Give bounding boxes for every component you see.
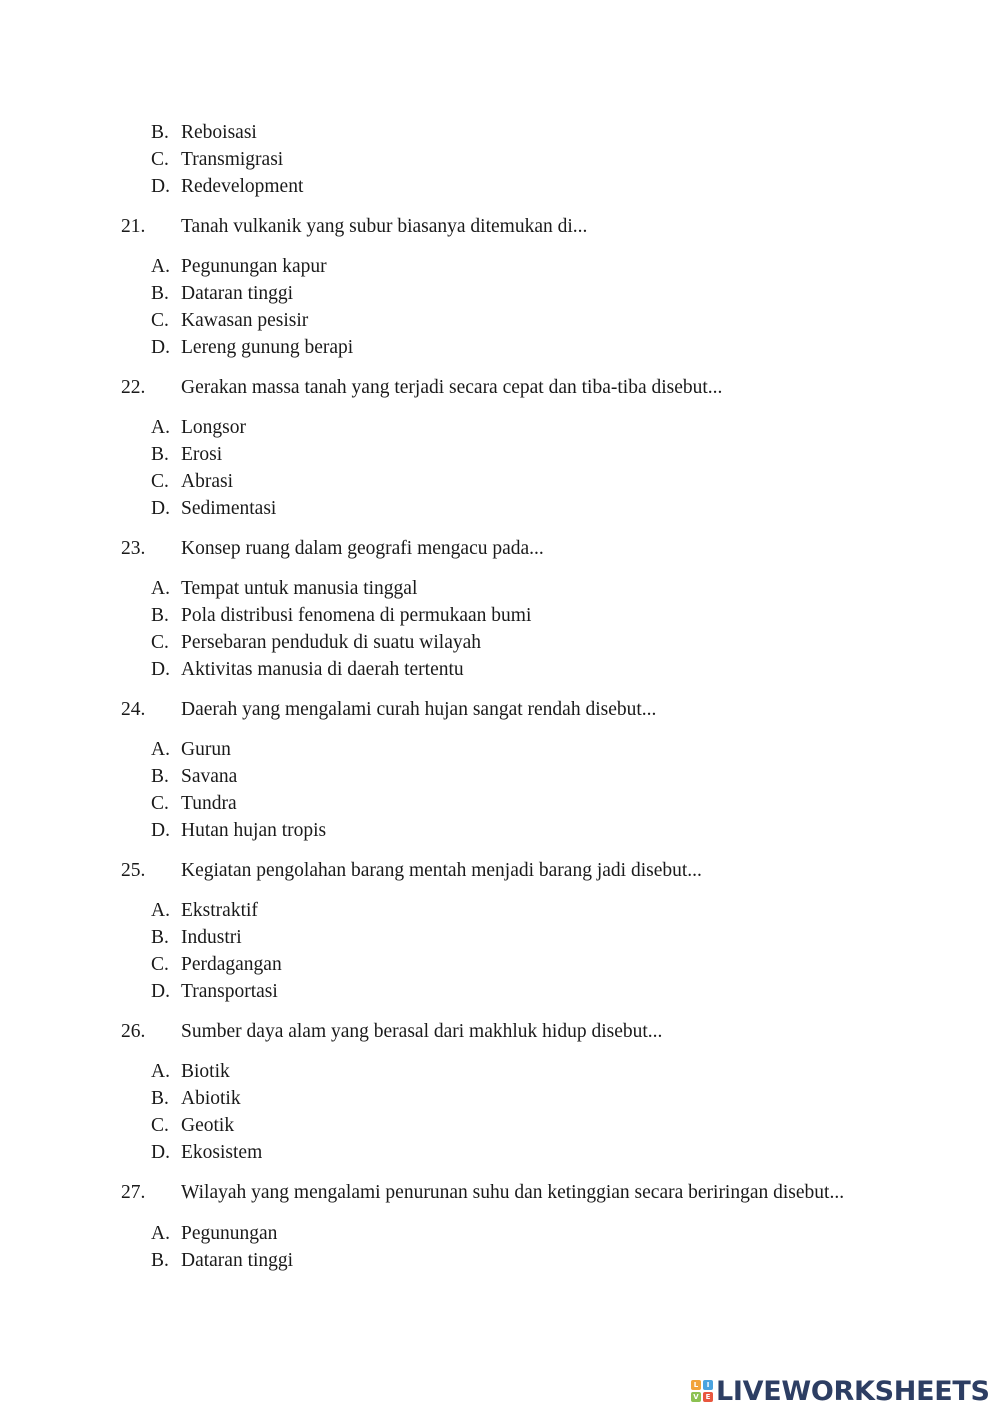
option-text: Hutan hujan tropis xyxy=(181,820,327,841)
option-text: Pegunungan kapur xyxy=(181,256,327,277)
option-text: Redevelopment xyxy=(181,176,304,197)
option-letter: C. xyxy=(151,471,169,492)
question-number: 22. xyxy=(121,377,146,398)
option-text: Dataran tinggi xyxy=(181,283,294,304)
option-letter: C. xyxy=(151,632,169,653)
option-text: Longsor xyxy=(181,417,246,438)
question-text: Gerakan massa tanah yang terjadi secara cepat dan tiba-tiba disebut... xyxy=(181,377,723,398)
option-letter: A. xyxy=(151,739,170,760)
option-letter: C. xyxy=(151,310,169,331)
option-letter: D. xyxy=(151,337,170,358)
option-text: Abiotik xyxy=(181,1088,241,1109)
question-number: 23. xyxy=(121,538,146,559)
option-letter: B. xyxy=(151,766,169,787)
question-number: 21. xyxy=(121,216,146,237)
option-letter: A. xyxy=(151,417,170,438)
option-text: Aktivitas manusia di daerah tertentu xyxy=(181,659,464,680)
option-text: Transmigrasi xyxy=(181,149,284,170)
option-text: Dataran tinggi xyxy=(181,1250,294,1271)
option-letter: C. xyxy=(151,793,169,814)
option-text: Reboisasi xyxy=(181,122,257,143)
liveworksheets-mark-icon xyxy=(691,1380,713,1402)
option-letter: D. xyxy=(151,1142,170,1163)
question-text: Kegiatan pengolahan barang mentah menjadi barang jadi disebut... xyxy=(181,860,702,881)
option-text: Tundra xyxy=(181,793,237,814)
option-text: Pegunungan xyxy=(181,1223,278,1244)
option-letter: D. xyxy=(151,981,170,1002)
option-letter: B. xyxy=(151,283,169,304)
option-text: Kawasan pesisir xyxy=(181,310,309,331)
option-letter: D. xyxy=(151,659,170,680)
logo-wordmark: LIVEWORKSHEETS xyxy=(716,1375,990,1407)
option-text: Gurun xyxy=(181,739,231,760)
option-text: Transportasi xyxy=(181,981,278,1002)
option-text: Perdagangan xyxy=(181,954,282,975)
option-letter: C. xyxy=(151,954,169,975)
logo-tile-v: V xyxy=(691,1392,701,1402)
option-text: Pola distribusi fenomena di permukaan bumi xyxy=(181,605,532,626)
option-letter: A. xyxy=(151,256,170,277)
question-number: 24. xyxy=(121,699,146,720)
liveworksheets-logo xyxy=(691,1374,990,1408)
option-letter: D. xyxy=(151,176,170,197)
question-number: 25. xyxy=(121,860,146,881)
option-letter: B. xyxy=(151,122,169,143)
logo-tile-l: L xyxy=(691,1380,701,1390)
question-text: Daerah yang mengalami curah hujan sangat rendah disebut... xyxy=(181,699,657,720)
option-text: Sedimentasi xyxy=(181,498,277,519)
option-letter: A. xyxy=(151,578,170,599)
option-letter: B. xyxy=(151,1250,169,1271)
question-number: 27. xyxy=(121,1182,146,1203)
option-letter: B. xyxy=(151,605,169,626)
option-letter: B. xyxy=(151,444,169,465)
option-letter: C. xyxy=(151,1115,169,1136)
option-text: Biotik xyxy=(181,1061,230,1082)
option-letter: C. xyxy=(151,149,169,170)
option-text: Tempat untuk manusia tinggal xyxy=(181,578,418,599)
question-text: Konsep ruang dalam geografi mengacu pada... xyxy=(181,538,544,559)
option-text: Savana xyxy=(181,766,238,787)
option-text: Geotik xyxy=(181,1115,235,1136)
option-text: Erosi xyxy=(181,444,223,465)
option-letter: A. xyxy=(151,1061,170,1082)
option-text: Industri xyxy=(181,927,242,948)
option-text: Persebaran penduduk di suatu wilayah xyxy=(181,632,482,653)
logo-tile-e: E xyxy=(703,1392,713,1402)
option-letter: A. xyxy=(151,1223,170,1244)
option-text: Lereng gunung berapi xyxy=(181,337,354,358)
option-letter: B. xyxy=(151,1088,169,1109)
option-letter: D. xyxy=(151,820,170,841)
option-letter: D. xyxy=(151,498,170,519)
question-number: 26. xyxy=(121,1021,146,1042)
option-text: Ekosistem xyxy=(181,1142,263,1163)
logo-tile-i: I xyxy=(703,1380,713,1390)
question-text: Tanah vulkanik yang subur biasanya ditemukan di... xyxy=(181,216,588,237)
option-letter: A. xyxy=(151,900,170,921)
option-letter: B. xyxy=(151,927,169,948)
question-text: Wilayah yang mengalami penurunan suhu dan ketinggian secara beriringan disebut... xyxy=(181,1182,845,1203)
question-text: Sumber daya alam yang berasal dari makhluk hidup disebut... xyxy=(181,1021,663,1042)
option-text: Abrasi xyxy=(181,471,233,492)
option-text: Ekstraktif xyxy=(181,900,258,921)
